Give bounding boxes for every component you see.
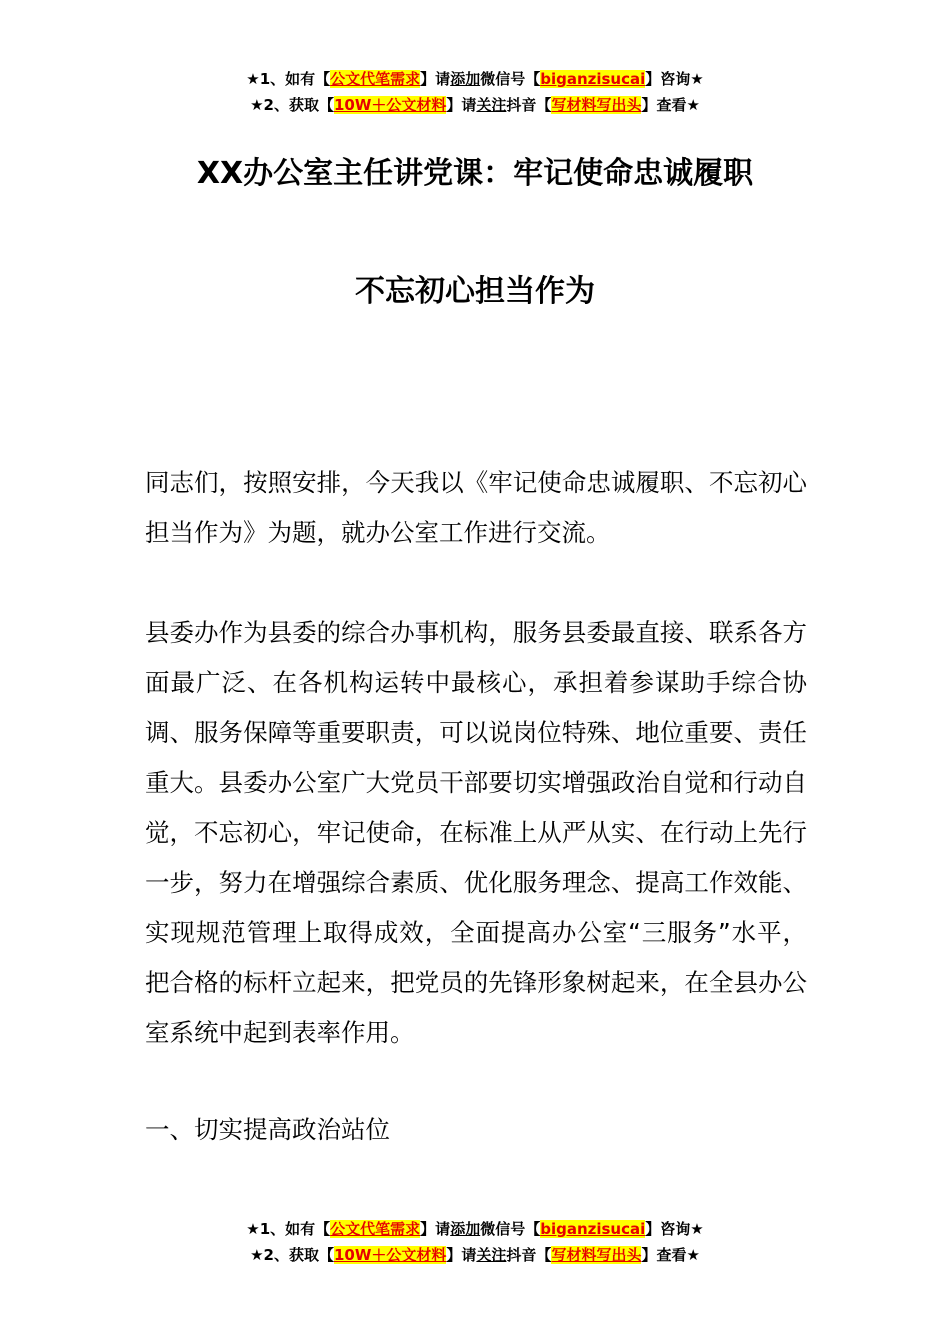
banner-highlight: biganzisucai bbox=[540, 1220, 646, 1238]
banner-highlight: 10W＋公文材料 bbox=[333, 96, 447, 114]
banner-highlight: 写材料写出头 bbox=[551, 1246, 642, 1264]
banner-highlight: biganzisucai bbox=[540, 70, 646, 88]
banner-highlight: 公文代笔需求 bbox=[330, 1220, 421, 1238]
body-paragraph-2: 县委办作为县委的综合办事机构，服务县委最直接、联系各方面最广泛、在各机构运转中最核心，承担着参谋助手综合协调、服务保障等重要职责，可以说岗位特殊、地位重要、责任重大。县委办公室广大党员干部要切实增强政治自觉和行动自觉，不忘初心，牢记使命，在标准上从严从实、在行动上先行一步，努力在增强综合素质、优化服务理念、提高工作效能、实现规范管理上取得成效，全面提高办公室“三服务”水平，把合格的标杆立起来，把党员的先锋形象树起来，在全县办公室系统中起到表率作用。 bbox=[145, 618, 807, 1047]
body-paragraph-1: 同志们，按照安排，今天我以《牢记使命忠诚履职、不忘初心担当作为》为题，就办公室工作进行交流。 bbox=[145, 468, 807, 547]
banner-highlight: 写材料写出头 bbox=[551, 96, 642, 114]
section-heading-1: 一、切实提高政治站位 bbox=[145, 1115, 390, 1144]
banner-line-1: ★1、如有【公文代笔需求】请添加微信号【biganzisucai】咨询★ bbox=[246, 70, 704, 88]
document-title-line-1: XX办公室主任讲党课：牢记使命忠诚履职 bbox=[196, 156, 754, 191]
banner-line-2: ★2、获取【10W＋公文材料】请关注抖音【写材料写出头】查看★ bbox=[250, 1246, 700, 1264]
footer-banner bbox=[0, 1216, 950, 1268]
banner-line-1: ★1、如有【公文代笔需求】请添加微信号【biganzisucai】咨询★ bbox=[246, 1220, 704, 1238]
banner-line-2: ★2、获取【10W＋公文材料】请关注抖音【写材料写出头】查看★ bbox=[250, 96, 700, 114]
banner-highlight: 公文代笔需求 bbox=[330, 70, 421, 88]
banner-highlight: 10W＋公文材料 bbox=[333, 1246, 447, 1264]
document-title-line-2: 不忘初心担当作为 bbox=[355, 274, 595, 309]
header-banner bbox=[0, 66, 950, 118]
